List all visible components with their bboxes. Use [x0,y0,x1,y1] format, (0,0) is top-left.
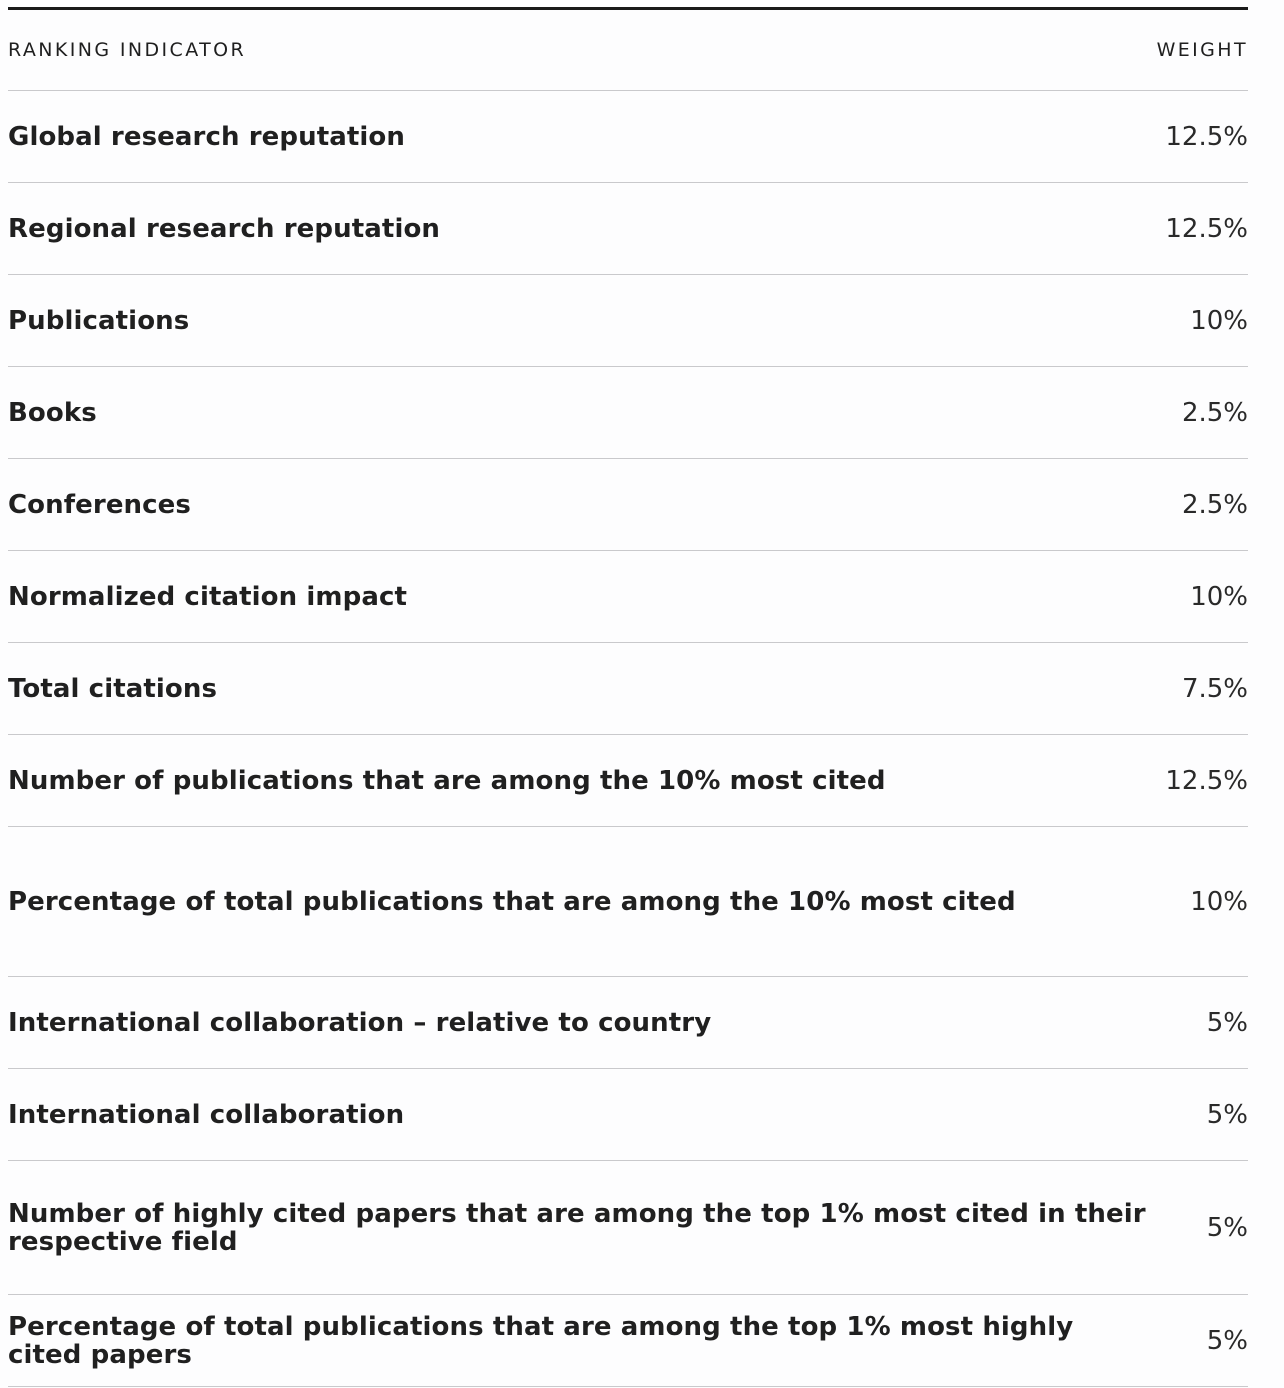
table-row [8,1069,1248,1161]
weight-cell: 12.5% [1165,765,1248,796]
indicator-cell: International collaboration [8,1099,405,1130]
indicator-cell: International collaboration – relative to country [8,1007,712,1038]
weight-cell: 7.5% [1181,673,1248,704]
ranking-indicator-table [8,7,1248,1387]
indicator-cell: Regional research reputation [8,213,441,244]
indicator-cell: Publications [8,305,190,336]
indicator-cell: Number of publications that are among the 10% most cited [8,765,886,796]
weight-cell: 10% [1190,581,1248,612]
weight-cell: 12.5% [1165,213,1248,244]
table-row [8,183,1248,275]
weight-cell: 5% [1206,1007,1248,1038]
indicator-cell: Global research reputation [8,121,406,152]
indicator-cell: Total citations [8,673,218,704]
table-row [8,275,1248,367]
weight-cell: 10% [1190,305,1248,336]
table-row [8,735,1248,827]
table-row [8,977,1248,1069]
table-row [8,551,1248,643]
table-header-row [8,10,1248,91]
indicator-cell: Percentage of total publications that are among the top 1% most highly cited papers [8,1311,1074,1370]
table-row [8,1161,1248,1295]
weight-cell: 5% [1206,1099,1248,1130]
weight-cell: 2.5% [1181,397,1248,428]
weight-cell: 2.5% [1181,489,1248,520]
weight-cell: 10% [1190,886,1248,917]
weight-cell: 5% [1206,1212,1248,1243]
indicator-cell: Percentage of total publications that are among the 10% most cited [8,886,1016,917]
indicator-cell: Books [8,397,97,428]
indicator-cell: Number of highly cited papers that are among the top 1% most cited in their respective field [8,1198,1146,1257]
table-row [8,1295,1248,1387]
weight-column-header: WEIGHT [1156,39,1248,61]
indicator-column-header: RANKING INDICATOR [8,39,247,61]
table-row [8,827,1248,977]
indicator-cell: Normalized citation impact [8,581,407,612]
weight-cell: 12.5% [1165,121,1248,152]
table-row [8,643,1248,735]
table-row [8,459,1248,551]
indicator-cell: Conferences [8,489,191,520]
weight-cell: 5% [1206,1325,1248,1356]
table-row [8,367,1248,459]
table-row [8,91,1248,183]
